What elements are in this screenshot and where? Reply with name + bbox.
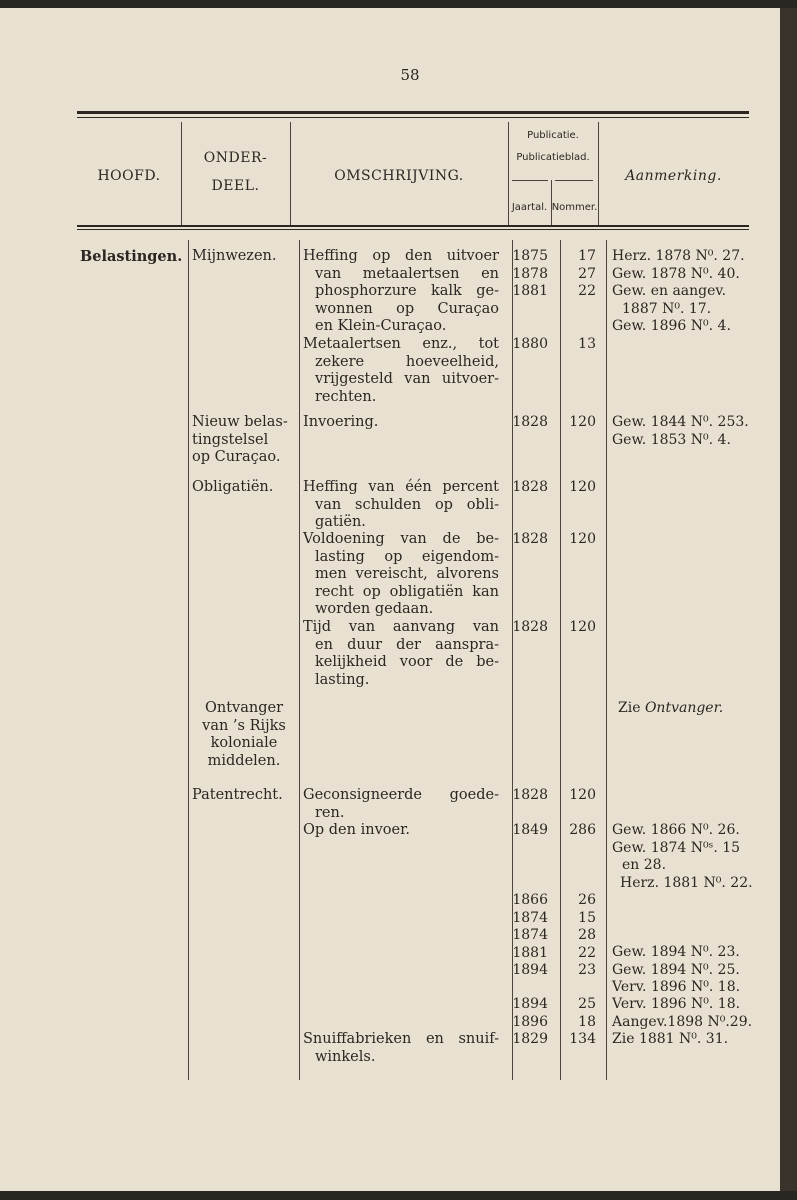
body-divider-1 [188, 240, 189, 1080]
hoofd-belastingen: Belastingen. [80, 248, 183, 265]
header-onderdeel-2: DEEL. [211, 178, 260, 194]
desc-heffing-uitvoer: Heffing op den uitvoer van metaalertsen en phosphorzure kalk ge- wonnen op Curaçao en Klein-Curaçao. [303, 248, 499, 334]
numbers-group-2: 13 [578, 336, 596, 352]
years-group-6: 1828 [512, 619, 548, 635]
years-group-8: 1849 [512, 822, 548, 838]
header-aanmerking: Aanmerking. [625, 168, 722, 184]
header-small-rule-2 [555, 180, 593, 181]
remarks-group-5: Gew. 1894 N⁰. 23. Gew. 1894 N⁰. 25. Verv. 1896 N⁰. 18. [612, 944, 741, 995]
top-rule-thin [77, 117, 749, 118]
desc-op-den-invoer: Op den invoer. [303, 822, 411, 838]
desc-geconsigneerde: Geconsigneerde goede- ren. [303, 787, 499, 821]
desc-tijd-aanvang: Tijd van aanvang van en duur der aanspra- kelijkheid voor de be- lasting. [303, 619, 499, 688]
desc-snuiffabrieken: Snuiffabrieken en snuif- winkels. [303, 1031, 499, 1065]
numbers-group-6: 120 [569, 619, 596, 635]
remarks-group-6: Verv. 1896 N⁰. 18. Aangev.1898 N⁰.29. Zie 1881 N⁰. 31. [612, 996, 753, 1047]
subsection-obligatien: Obligatiën. [192, 479, 274, 495]
cross-reference-ontvanger: Ontvanger. [644, 700, 724, 716]
numbers-group-7: 120 [569, 787, 596, 803]
subsection-ontvanger: Ontvanger van ’s Rijks koloniale middelen. [202, 700, 286, 769]
years-group-3: 1828 [512, 414, 548, 430]
header-hoofd: HOOFD. [97, 168, 161, 184]
years-group-2: 1880 [512, 336, 548, 352]
desc-heffing-percent: Heffing van één percent van schulden op obli- gatiën. [303, 479, 499, 530]
header-divider-1 [181, 122, 182, 225]
numbers-group-10: 25 18 134 [569, 996, 596, 1047]
top-rule [77, 111, 749, 114]
years-group-4: 1828 [512, 479, 548, 495]
years-group-9: 1866 1874 1874 1881 1894 [512, 892, 548, 978]
subsection-nieuw-belastingstelsel: Nieuw belas- tingstelsel op Curaçao. [192, 414, 288, 465]
header-jaartal: Jaartal. [511, 202, 548, 213]
remarks-zie-ontvanger: Zie Ontvanger. [618, 700, 724, 716]
desc-invoering: Invoering. [303, 414, 379, 430]
body-divider-2 [299, 240, 300, 1080]
years-group-1: 1875 1878 1881 [512, 248, 548, 299]
years-group-7: 1828 [512, 787, 548, 803]
numbers-group-5: 120 [569, 531, 596, 547]
body-divider-5 [606, 240, 607, 1080]
header-nommer: Nommer. [551, 202, 598, 213]
years-group-5: 1828 [512, 531, 548, 547]
header-rule-thin [77, 229, 749, 230]
remarks-group-2: Gew. 1844 N⁰. 253. Gew. 1853 N⁰. 4. [612, 414, 749, 448]
header-small-rule-1 [512, 180, 548, 181]
header-onderdeel-1: ONDER- [203, 150, 268, 166]
remarks-group-4: Gew. 1866 N⁰. 26. Gew. 1874 N⁰ˢ. 15 en 28. Herz. 1881 N⁰. 22. [612, 822, 753, 891]
numbers-group-8: 286 [569, 822, 596, 838]
numbers-group-3: 120 [569, 414, 596, 430]
header-omschrijving: OMSCHRIJVING. [334, 168, 464, 184]
numbers-group-1: 17 27 22 [578, 248, 596, 299]
header-publicatie: Publicatie. [527, 130, 579, 141]
page-number: 58 [400, 66, 420, 84]
header-publicatieblad: Publicatieblad. [516, 152, 590, 163]
header-rule [77, 225, 749, 227]
remarks-group-1: Herz. 1878 N⁰. 27. Gew. 1878 N⁰. 40. Gew. en aangev. 1887 N⁰. 17. Gew. 1896 N⁰. 4. [612, 248, 745, 334]
numbers-group-4: 120 [569, 479, 596, 495]
years-group-10: 1894 1896 1829 [512, 996, 548, 1047]
subsection-mijnwezen: Mijnwezen. [192, 248, 277, 264]
subsection-patentrecht: Patentrecht. [192, 787, 283, 803]
desc-voldoening: Voldoening van de be- lasting op eigendom- men vereischt, alvorens recht op obligatiën kan worden gedaan. [303, 531, 499, 617]
desc-metaalertsen: Metaalertsen enz., tot zekere hoeveelheid, vrijgesteld van uitvoer- rechten. [303, 336, 499, 405]
book-spine [780, 8, 797, 1191]
numbers-group-9: 26 15 28 22 23 [578, 892, 596, 978]
